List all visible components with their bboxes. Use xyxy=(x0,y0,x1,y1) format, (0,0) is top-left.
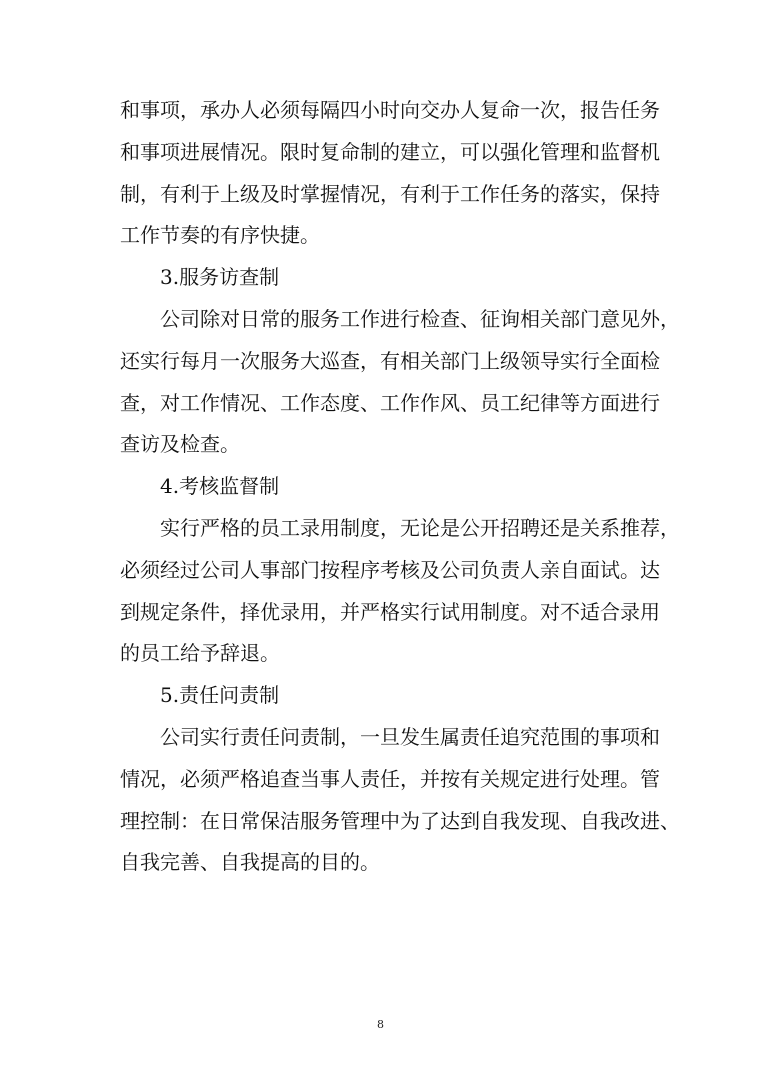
text-line: 公司除对日常的服务工作进行检查、征询相关部门意见外， xyxy=(160,306,680,331)
section-heading-assessment xyxy=(120,466,640,508)
text-line: 工作节奏的有序快捷。 xyxy=(120,223,320,248)
text-line: 制，有利于上级及时掌握情况，有利于工作任务的落实，保持 xyxy=(120,181,660,206)
text-line: 和事项，承办人必须每隔四小时向交办人复命一次，报告任务 xyxy=(120,98,660,122)
section-heading-service-inspection xyxy=(120,257,640,299)
text-line: 查访及检查。 xyxy=(120,432,240,457)
paragraph-assessment xyxy=(120,508,680,675)
section-heading: 4.考核监督制 xyxy=(160,474,280,499)
text-line: 理控制：在日常保洁服务管理中为了达到自我发现、自我改进、 xyxy=(120,808,680,833)
paragraph-service-inspection xyxy=(120,299,680,466)
section-heading: 5.责任问责制 xyxy=(160,683,280,708)
text-line: 自我完善、自我提高的目的。 xyxy=(120,850,380,875)
text-line: 情况，必须严格追查当事人责任，并按有关规定进行处理。管 xyxy=(120,766,660,791)
text-line: 查，对工作情况、工作态度、工作作风、员工纪律等方面进行 xyxy=(120,390,660,415)
text-line: 实行严格的员工录用制度，无论是公开招聘还是关系推荐， xyxy=(160,515,680,540)
text-line: 必须经过公司人事部门按程序考核及公司负责人亲自面试。达 xyxy=(120,557,660,582)
text-line: 和事项进展情况。限时复命制的建立，可以强化管理和监督机 xyxy=(120,139,660,164)
section-heading: 3.服务访查制 xyxy=(160,265,280,290)
paragraph-accountability xyxy=(120,717,680,884)
document-body xyxy=(120,90,680,884)
text-line: 的员工给予辞退。 xyxy=(120,641,280,666)
paragraph-continuation xyxy=(120,90,660,257)
page-number: 8 xyxy=(377,1018,384,1031)
text-line: 到规定条件，择优录用，并严格实行试用制度。对不适合录用 xyxy=(120,599,660,624)
text-line: 公司实行责任问责制，一旦发生属责任追究范围的事项和 xyxy=(160,724,660,749)
section-heading-accountability xyxy=(120,675,640,717)
text-line: 还实行每月一次服务大巡查，有相关部门上级领导实行全面检 xyxy=(120,348,660,373)
